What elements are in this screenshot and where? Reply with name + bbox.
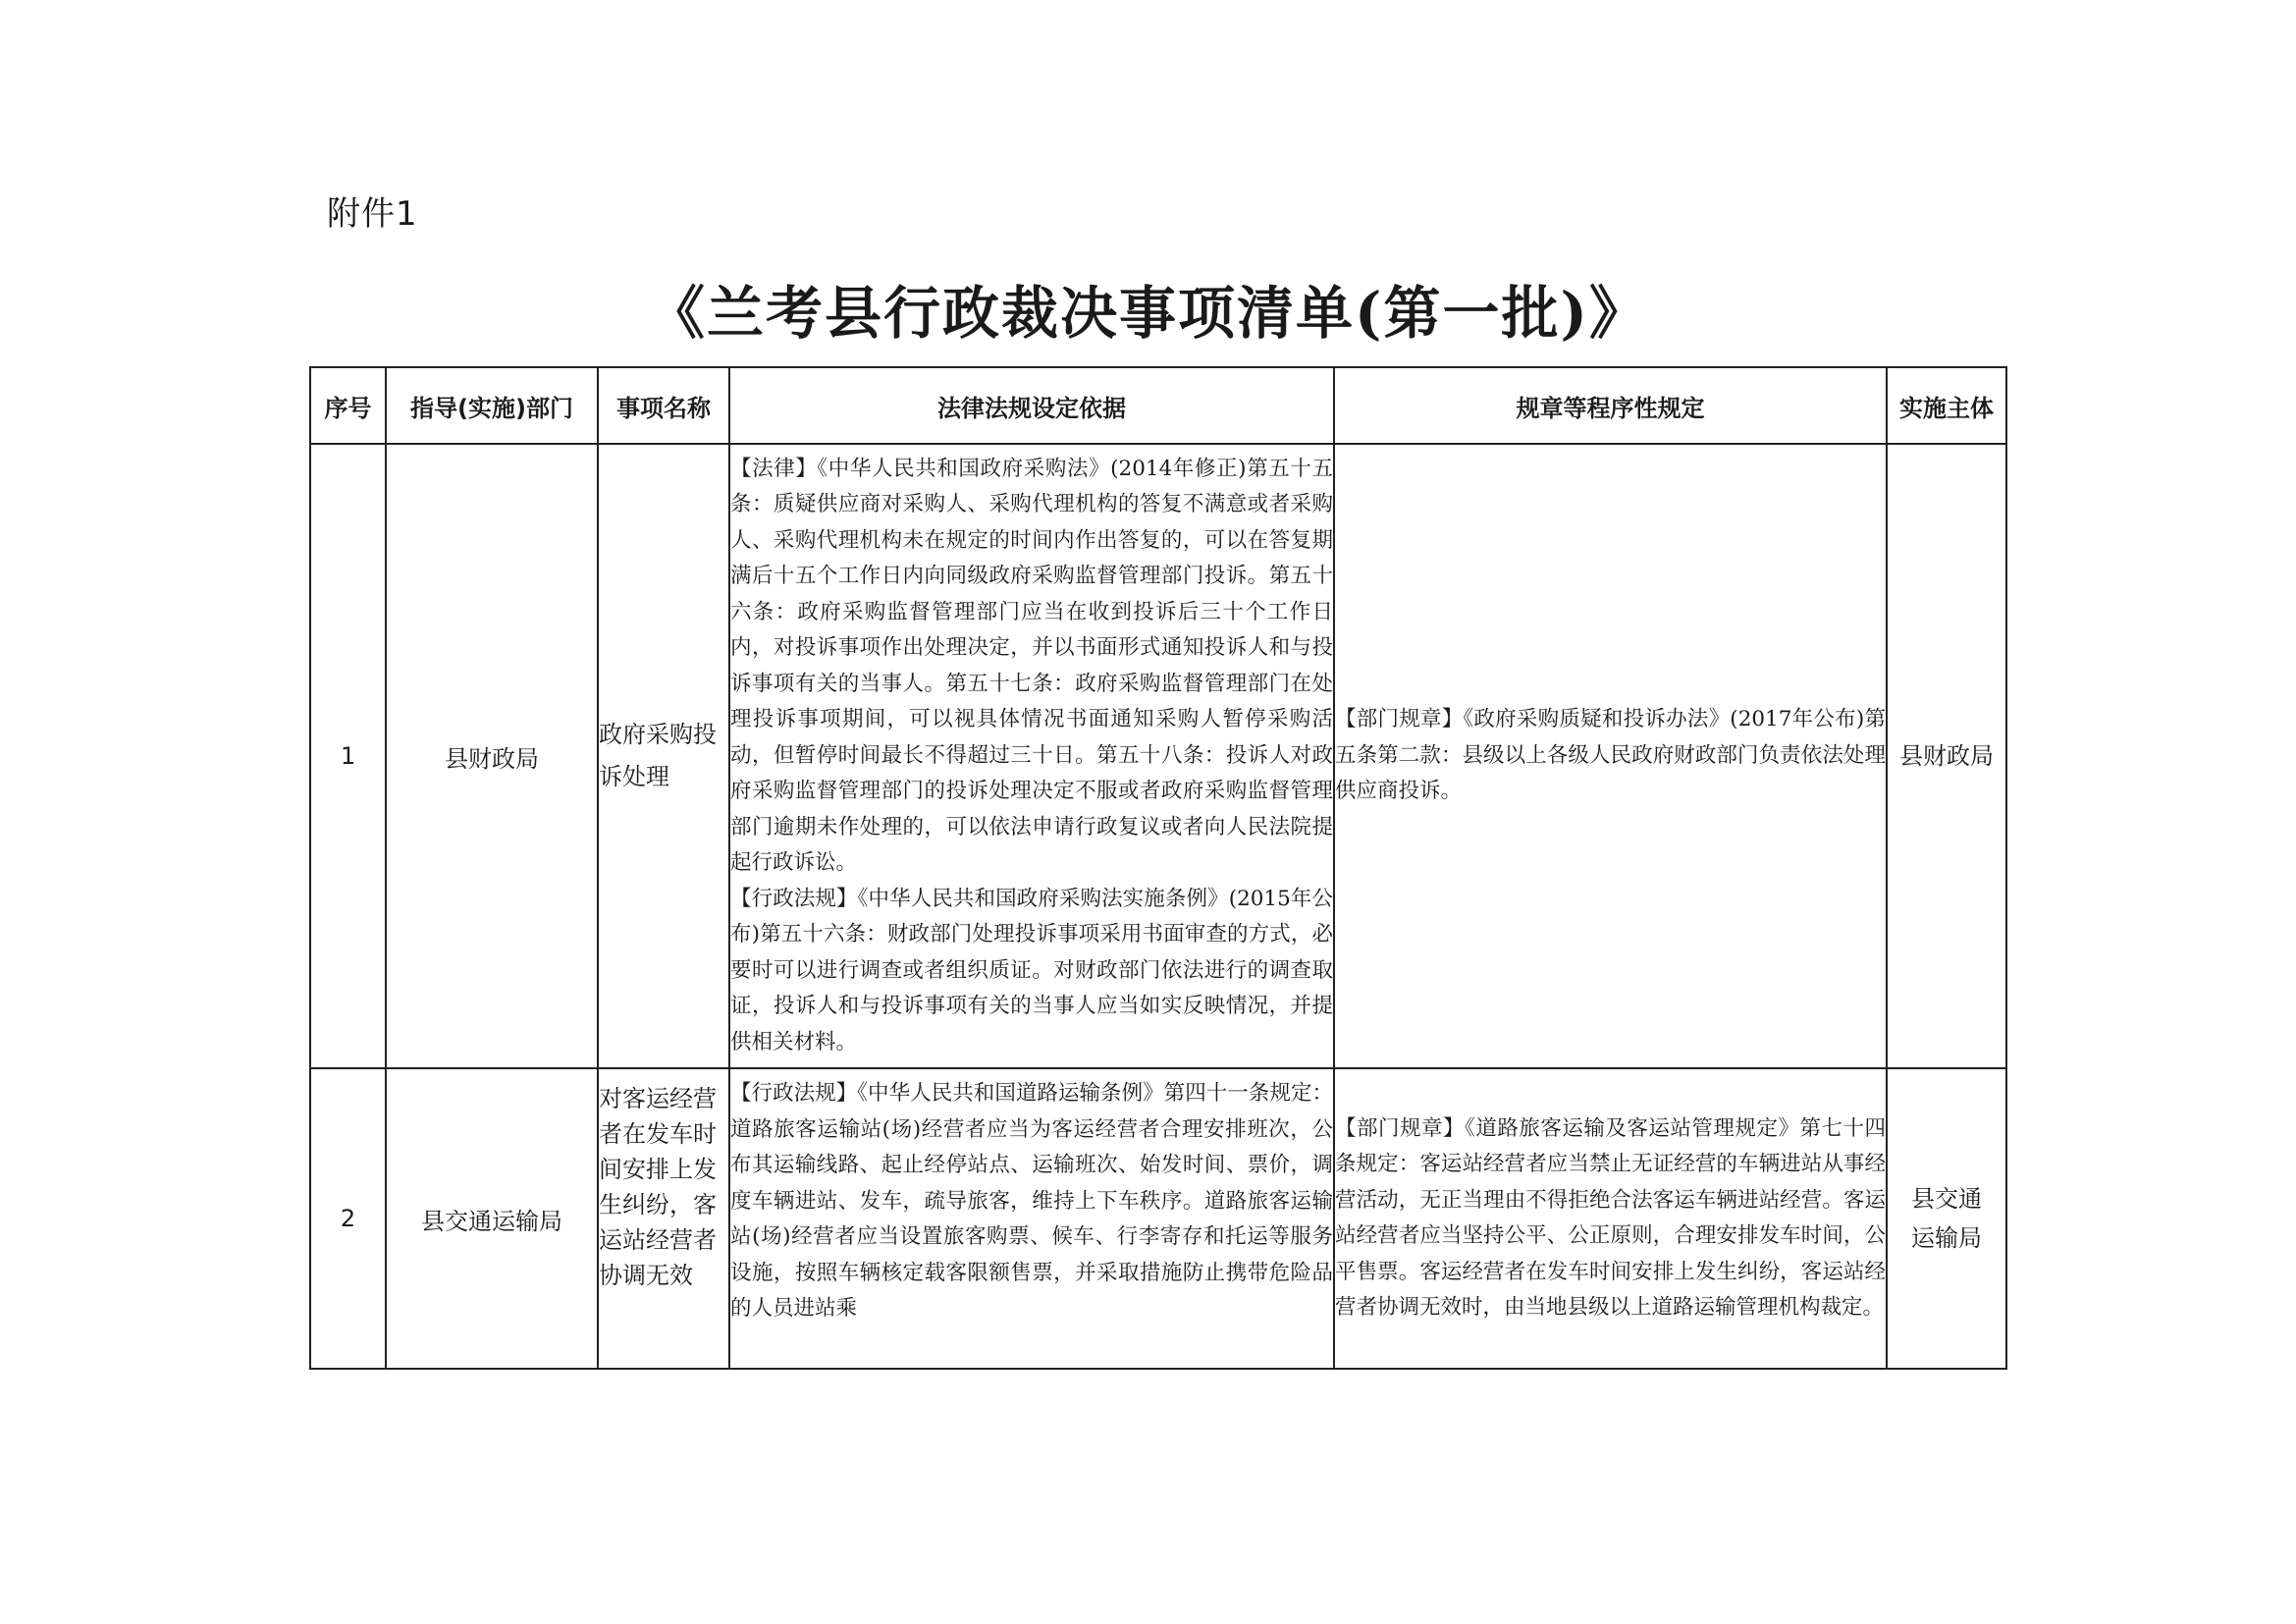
header-implementer: 实施主体 (1887, 367, 2006, 444)
row-dept: 县交通运输局 (386, 1068, 598, 1369)
attachment-label: 附件1 (327, 194, 418, 234)
basis-paragraph: 【行政法规】《中华人民共和国政府采购法实施条例》(2015年公布)第五十六条：财政部门处理投诉事项采用书面审查的方式，必要时可以进行调查或者组织质证。对财政部门依法进行的调查取证，投诉人和与投诉事项有关的当事人应当如实反映情况，并提供相关材料。 (730, 886, 1333, 1055)
row-legal-basis (729, 444, 1334, 1068)
table-header-row (310, 367, 2006, 444)
table-row (310, 1068, 2006, 1369)
row-item-name: 政府采购投诉处理 (598, 444, 729, 1068)
header-basis: 法律法规设定依据 (729, 367, 1334, 444)
row-implementer: 县财政局 (1887, 444, 2006, 1068)
row-item-name: 对客运经营者在发车时间安排上发生纠纷，客运站经营者协调无效 (598, 1068, 729, 1369)
basis-clip (730, 1076, 1333, 1361)
row-dept: 县财政局 (386, 444, 598, 1068)
basis-paragraph: 【行政法规】《中华人民共和国道路运输条例》第四十一条规定：道路旅客运输站(场)经营者应当为客运经营者合理安排班次，公布其运输线路、起止经停站点、运输班次、始发时间、票价，调度车辆进站、发车，疏导旅客，维持上下车秩序。道路旅客运输站(场)经营者应当设置旅客购票、候车、行李寄存和托运等服务设施，按照车辆核定载客限额售票，并采取措施防止携带危险品的人员进站乘 (730, 1081, 1333, 1321)
basis-paragraph: 【法律】《中华人民共和国政府采购法》(2014年修正)第五十五条：质疑供应商对采购人、采购代理机构的答复不满意或者采购人、采购代理机构未在规定的时间内作出答复的，可以在答复期满后十五个工作日内向同级政府采购监督管理部门投诉。第五十六条：政府采购监督管理部门应当在收到投诉后三十个工作日内，对投诉事项作出处理决定，并以书面形式通知投诉人和与投诉事项有关的当事人。第五十七条：政府采购监督管理部门在处理投诉事项期间，可以视具体情况书面通知采购人暂停采购活动，但暂停时间最长不得超过三十日。第五十八条：投诉人对政府采购监督管理部门的投诉处理决定不服或者政府采购监督管理部门逾期未作处理的，可以依法申请行政复议或者向人民法院提起行政诉讼。 (730, 456, 1333, 876)
row-procedural-rules: 【部门规章】《政府采购质疑和投诉办法》(2017年公布)第五条第二款：县级以上各级人民政府财政部门负责依法处理供应商投诉。 (1334, 444, 1887, 1068)
document-title: 《兰考县行政裁决事项清单(第一批)》 (648, 280, 1648, 347)
row-no: 2 (310, 1068, 386, 1369)
row-procedural-rules: 【部门规章】《道路旅客运输及客运站管理规定》第七十四条规定：客运站经营者应当禁止无证经营的车辆进站从事经营活动，无正当理由不得拒绝合法客运车辆进站经营。客运站经营者应当坚持公平、公正原则，合理安排发车时间，公平售票。客运经营者在发车时间安排上发生纠纷，客运站经营者协调无效时，由当地县级以上道路运输管理机构裁定。 (1334, 1068, 1887, 1369)
ruling-items-table (309, 366, 2007, 1370)
header-dept: 指导(实施)部门 (386, 367, 598, 444)
header-item: 事项名称 (598, 367, 729, 444)
header-no: 序号 (310, 367, 386, 444)
header-rules: 规章等程序性规定 (1334, 367, 1887, 444)
row-no: 1 (310, 444, 386, 1068)
row-implementer: 县交通运输局 (1887, 1068, 2006, 1369)
table-row (310, 444, 2006, 1068)
row-legal-basis (729, 1068, 1334, 1369)
